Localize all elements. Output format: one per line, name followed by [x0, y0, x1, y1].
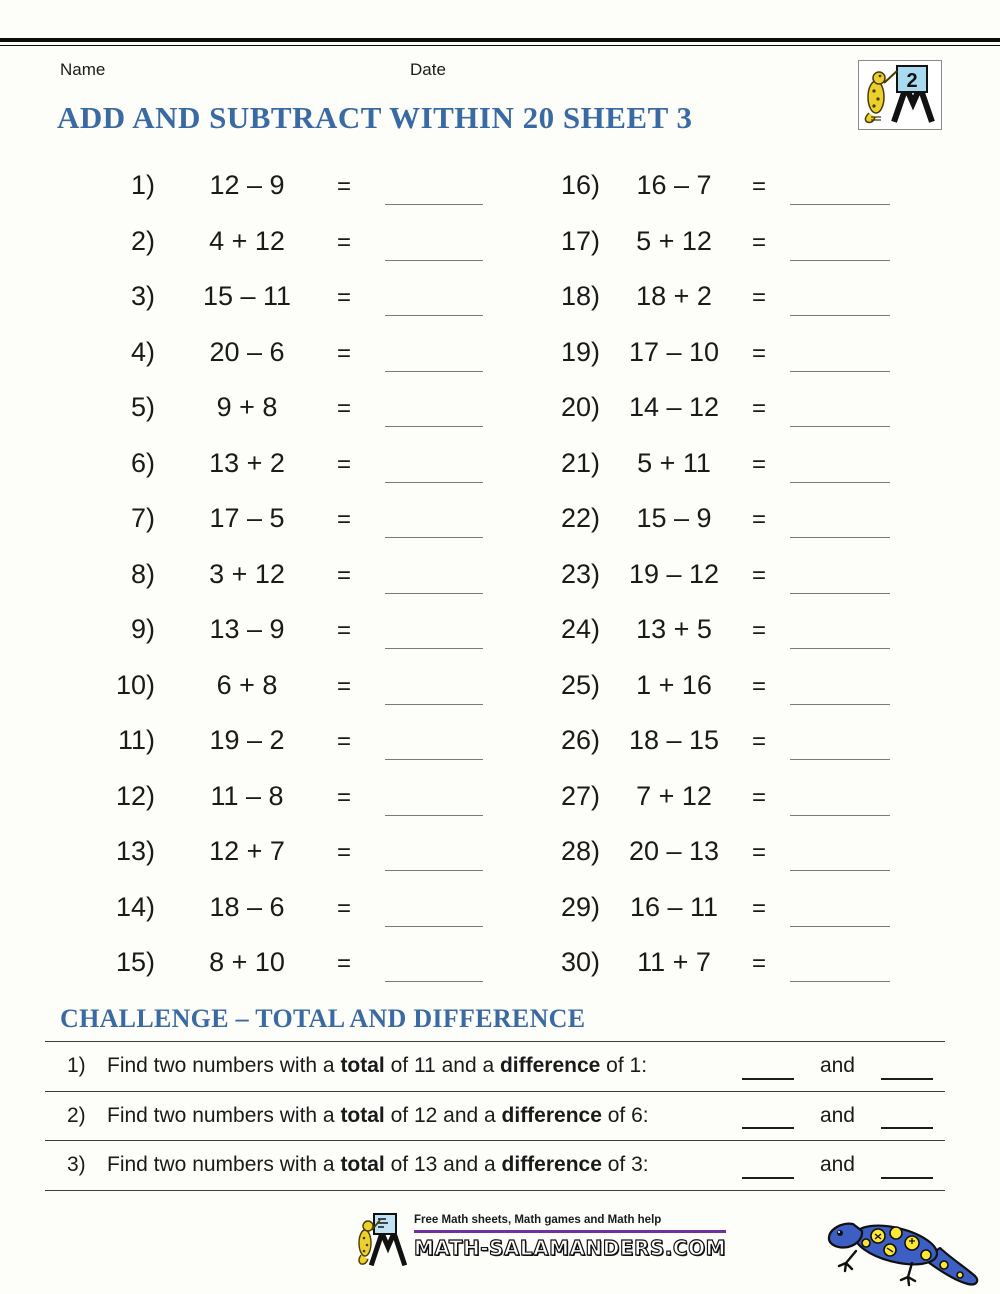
equals-sign: =: [337, 284, 352, 311]
math-salamanders-logo: [356, 1211, 726, 1267]
and-label: and: [819, 1103, 855, 1127]
problem-number: 26): [560, 725, 600, 755]
problem-number: 21): [560, 447, 600, 478]
problem-expression: 18 – 15: [628, 725, 720, 755]
challenge-answer-blank-1[interactable]: [742, 1078, 794, 1080]
problem-row: [0, 827, 1000, 883]
problem-number: 6): [130, 447, 155, 478]
challenge-question: Find two numbers with a total of 11 and a difference of 1:: [107, 1054, 648, 1078]
answer-blank[interactable]: [385, 315, 483, 316]
grade-logo-icon: [859, 61, 939, 127]
problem-expression: 5 + 12: [636, 225, 712, 256]
grade-logo: [858, 60, 942, 130]
problem-number: 9): [130, 614, 155, 644]
challenge-answer-blank-2[interactable]: [881, 1177, 933, 1179]
answer-blank[interactable]: [385, 482, 483, 483]
answer-blank[interactable]: [790, 371, 890, 372]
equals-sign: =: [337, 561, 352, 589]
problem-expression: 11 – 8: [210, 780, 284, 811]
equals-sign: =: [752, 228, 767, 256]
problem-expression: 13 + 2: [209, 447, 285, 478]
problem-number: 30): [560, 947, 600, 977]
problem-expression: 1 + 16: [636, 669, 712, 700]
problem-row: [0, 716, 1000, 772]
problem-number: 12): [115, 780, 155, 811]
equals-sign: =: [752, 561, 767, 589]
problem-number: 15): [115, 947, 155, 977]
problem-number: 19): [560, 336, 600, 367]
problem-number: 24): [560, 614, 600, 644]
problem-number: 7): [130, 503, 155, 533]
problem-expression: 7 + 12: [636, 780, 712, 811]
problem-expression: 3 + 12: [209, 558, 285, 589]
problem-number: 11): [117, 725, 155, 755]
problem-expression: 18 + 2: [636, 281, 712, 311]
top-rule-thin: [0, 45, 1000, 46]
challenge-number: 1): [67, 1054, 86, 1078]
challenge-row: [45, 1091, 945, 1141]
problem-expression: 20 – 13: [628, 836, 720, 866]
problem-number: 29): [560, 891, 600, 922]
problem-expression: 11 + 7: [637, 947, 711, 977]
challenge-answer-blank-2[interactable]: [881, 1127, 933, 1129]
equals-sign: =: [752, 339, 767, 367]
problem-number: 28): [560, 836, 600, 866]
answer-blank[interactable]: [790, 426, 890, 427]
problem-number: 20): [560, 392, 600, 422]
challenge-number: 2): [67, 1103, 86, 1127]
equals-sign: =: [752, 894, 767, 922]
answer-blank[interactable]: [790, 260, 890, 261]
equals-sign: =: [337, 506, 352, 533]
equals-sign: =: [337, 173, 352, 200]
problem-row: [0, 494, 1000, 550]
answer-blank[interactable]: [790, 981, 890, 982]
problem-expression: 15 – 11: [202, 281, 292, 311]
problem-expression: 18 – 6: [209, 891, 285, 922]
equals-sign: =: [337, 950, 352, 977]
problem-expression: 13 – 9: [209, 614, 285, 644]
problem-number: 8): [130, 558, 155, 589]
date-label: Date: [410, 60, 446, 79]
equals-sign: =: [337, 672, 352, 700]
challenge-section: [45, 1041, 945, 1191]
challenge-heading: CHALLENGE – TOTAL AND DIFFERENCE: [60, 1004, 586, 1033]
problem-expression: 12 – 9: [209, 170, 285, 200]
answer-blank[interactable]: [790, 926, 890, 927]
challenge-answer-blank-1[interactable]: [742, 1177, 794, 1179]
problem-number: 23): [560, 558, 600, 589]
equals-sign: =: [752, 450, 767, 478]
challenge-row: [45, 1140, 945, 1191]
equals-sign: =: [337, 839, 352, 866]
problem-expression: 5 + 11: [637, 447, 711, 478]
footer-tagline: Free Math sheets, Math games and Math help: [414, 1211, 726, 1233]
problem-row: [0, 383, 1000, 439]
equals-sign: =: [337, 728, 352, 755]
problem-expression: 9 + 8: [216, 392, 278, 422]
and-label: and: [819, 1054, 855, 1078]
problem-expression: 17 – 5: [209, 503, 285, 533]
answer-blank[interactable]: [385, 981, 483, 982]
problem-row: [0, 661, 1000, 717]
problem-row: [0, 439, 1000, 495]
problem-number: 3): [130, 281, 155, 311]
challenge-question: Find two numbers with a total of 12 and a difference of 6:: [107, 1103, 649, 1127]
answer-blank[interactable]: [385, 870, 483, 871]
equals-sign: =: [337, 339, 352, 367]
answer-blank[interactable]: [790, 759, 890, 760]
problem-expression: 15 – 9: [636, 503, 712, 533]
page-title: ADD AND SUBTRACT WITHIN 20 SHEET 3: [57, 100, 693, 135]
equals-sign: =: [337, 617, 352, 644]
problem-row: [0, 772, 1000, 828]
equals-sign: =: [752, 728, 767, 755]
problem-expression: 6 + 8: [216, 669, 278, 700]
answer-blank[interactable]: [385, 426, 483, 427]
problem-expression: 20 – 6: [209, 336, 285, 367]
equals-sign: =: [752, 950, 767, 977]
problem-list: [0, 161, 1000, 994]
problem-number: 22): [560, 503, 600, 533]
answer-blank[interactable]: [385, 593, 483, 594]
answer-blank[interactable]: [790, 704, 890, 705]
answer-blank[interactable]: [385, 204, 483, 205]
problem-row: [0, 605, 1000, 661]
equals-sign: =: [752, 839, 767, 866]
problem-row: [0, 217, 1000, 273]
answer-blank[interactable]: [385, 815, 483, 816]
problem-number: 18): [560, 281, 600, 311]
problem-number: 5): [130, 392, 155, 422]
problem-row: [0, 883, 1000, 939]
problem-expression: 4 + 12: [209, 225, 285, 256]
answer-blank[interactable]: [790, 537, 890, 538]
problem-number: 17): [560, 225, 600, 256]
answer-blank[interactable]: [790, 648, 890, 649]
problem-expression: 16 – 11: [629, 891, 719, 922]
easel-salamander-icon: [356, 1211, 410, 1267]
problem-expression: 17 – 10: [628, 336, 720, 367]
challenge-row: [45, 1041, 945, 1091]
answer-blank[interactable]: [790, 870, 890, 871]
problem-number: 4): [130, 336, 155, 367]
problem-expression: 19 – 12: [628, 558, 720, 589]
problem-number: 13): [115, 836, 155, 866]
problem-number: 1): [130, 170, 155, 200]
answer-blank[interactable]: [790, 482, 890, 483]
problem-expression: 13 + 5: [636, 614, 712, 644]
challenge-answer-blank-1[interactable]: [742, 1127, 794, 1129]
problem-expression: 19 – 2: [209, 725, 285, 755]
problem-row: [0, 938, 1000, 994]
challenge-answer-blank-2[interactable]: [881, 1078, 933, 1080]
answer-blank[interactable]: [790, 593, 890, 594]
problem-expression: 8 + 10: [209, 947, 285, 977]
problem-expression: 16 – 7: [636, 170, 712, 200]
problem-number: 14): [115, 891, 155, 922]
problem-row: [0, 550, 1000, 606]
equals-sign: =: [337, 228, 352, 256]
answer-blank[interactable]: [385, 371, 483, 372]
problem-expression: 12 + 7: [209, 836, 285, 866]
answer-blank[interactable]: [790, 315, 890, 316]
challenge-question: Find two numbers with a total of 13 and a difference of 3:: [107, 1153, 649, 1177]
equals-sign: =: [337, 395, 352, 422]
equals-sign: =: [337, 894, 352, 922]
answer-blank[interactable]: [385, 648, 483, 649]
problem-row: [0, 272, 1000, 328]
equals-sign: =: [752, 395, 767, 422]
equals-sign: =: [752, 284, 767, 311]
problem-number: 2): [130, 225, 155, 256]
problem-number: 16): [560, 170, 600, 200]
answer-blank[interactable]: [790, 815, 890, 816]
answer-blank[interactable]: [385, 537, 483, 538]
equals-sign: =: [752, 506, 767, 533]
equals-sign: =: [337, 783, 352, 811]
problem-number: 10): [115, 669, 155, 700]
top-rule-thick: [0, 38, 1000, 42]
equals-sign: =: [752, 173, 767, 200]
equals-sign: =: [752, 617, 767, 644]
grade-number: 2: [906, 70, 918, 92]
problem-expression: 14 – 12: [628, 392, 720, 422]
blue-salamander-image: [820, 1203, 988, 1291]
footer-site-name: MATH-SALAMANDERS.COM: [414, 1236, 726, 1260]
and-label: and: [819, 1153, 855, 1177]
answer-blank[interactable]: [385, 260, 483, 261]
equals-sign: =: [337, 450, 352, 478]
problem-number: 25): [560, 669, 600, 700]
problem-row: [0, 328, 1000, 384]
problem-number: 27): [560, 780, 600, 811]
problem-row: [0, 161, 1000, 217]
equals-sign: =: [752, 672, 767, 700]
equals-sign: =: [752, 783, 767, 811]
answer-blank[interactable]: [790, 204, 890, 205]
answer-blank[interactable]: [385, 926, 483, 927]
answer-blank[interactable]: [385, 759, 483, 760]
challenge-number: 3): [67, 1153, 86, 1177]
name-label: Name: [60, 60, 106, 79]
answer-blank[interactable]: [385, 704, 483, 705]
